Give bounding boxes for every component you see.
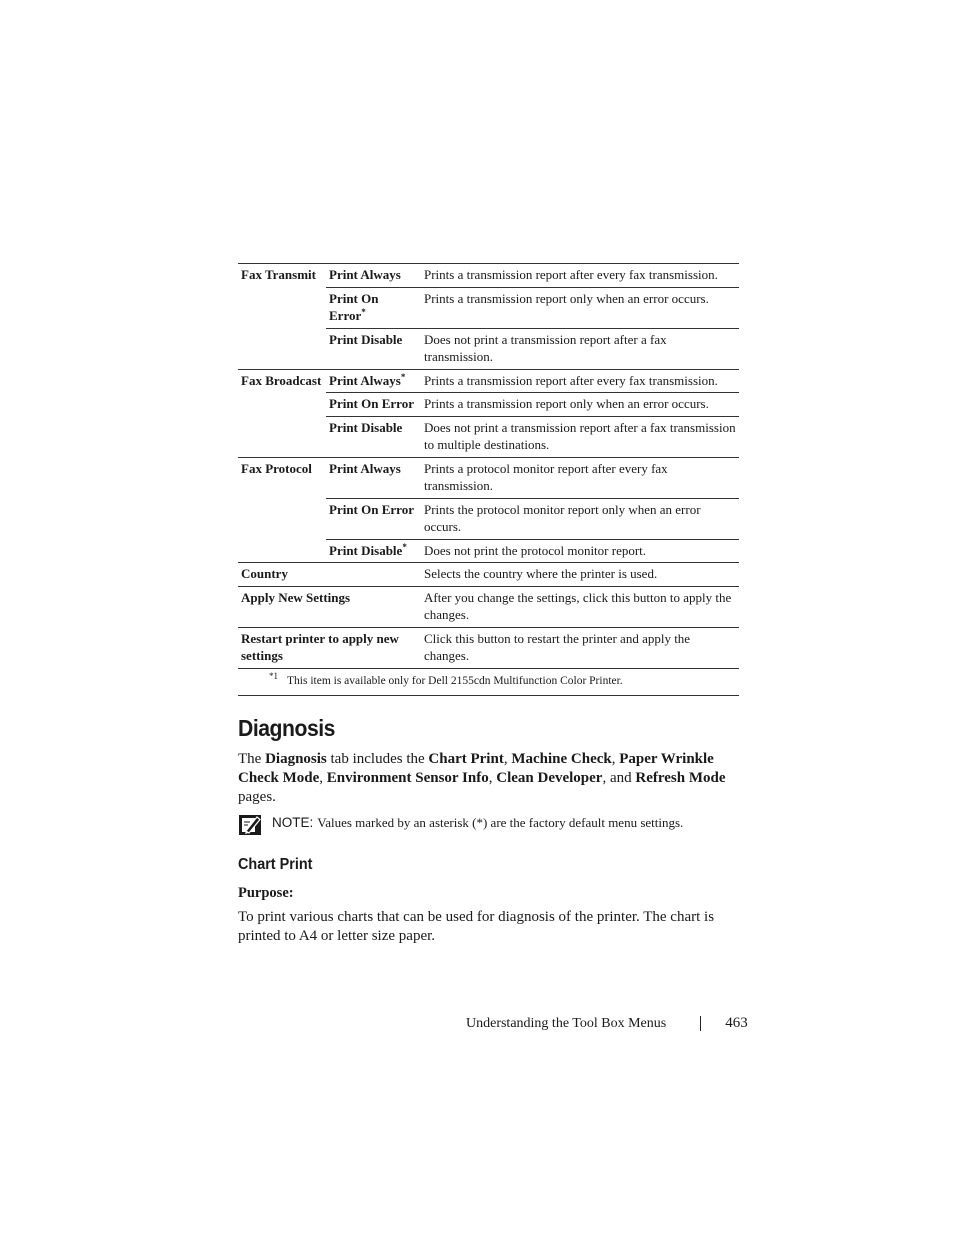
setting-label: Apply New Settings: [238, 586, 421, 627]
option-description: Prints a transmission report after every fax transmission.: [421, 264, 739, 288]
option-label: Print Always*: [326, 369, 421, 393]
option-description: Does not print the protocol monitor report.: [421, 539, 739, 563]
table-row: [238, 369, 739, 393]
settings-table: [238, 263, 739, 696]
table-row: [238, 563, 739, 587]
option-description: Prints a transmission report after every fax transmission.: [421, 369, 739, 393]
option-description: Does not print a transmission report after a fax transmission to multiple destinations.: [421, 416, 739, 457]
note-text: Values marked by an asterisk (*) are the factory default menu settings.: [317, 815, 684, 830]
note-pencil-icon: [238, 814, 262, 836]
table-footnote-row: [238, 668, 739, 696]
table-row: [238, 328, 739, 369]
option-description: Prints a transmission report only when an error occurs.: [421, 287, 739, 328]
option-description: Prints the protocol monitor report only when an error occurs.: [421, 498, 739, 539]
table-row: [238, 539, 739, 563]
table-row: [238, 457, 739, 498]
default-mark: *: [361, 307, 366, 317]
default-mark: *: [400, 371, 406, 382]
option-description: After you change the settings, click this button to apply the changes.: [421, 586, 739, 627]
default-mark: *: [402, 541, 407, 552]
footer-divider: [700, 1016, 701, 1031]
intro-paragraph: The Diagnosis tab includes the Chart Print, Machine Check, Paper Wrinkle Check Mode, Environment Sensor Info, Clean Developer, and Refresh Mode pages.: [238, 751, 726, 805]
table-row: [238, 264, 739, 288]
footnote-text: This item is available only for Dell 2155cdn Multifunction Color Printer.: [287, 674, 623, 687]
table-row: [238, 498, 739, 539]
note-block: [238, 814, 739, 836]
option-description: Prints a transmission report only when an error occurs.: [421, 393, 739, 417]
subsection-title: Chart Print: [238, 856, 313, 873]
setting-label: Restart printer to apply new settings: [238, 627, 421, 668]
option-label: Print Always: [326, 264, 421, 288]
purpose-paragraph: To print various charts that can be used for diagnosis of the printer. The chart is printed to A4 or letter size paper.: [238, 909, 715, 944]
option-description: Click this button to restart the printer and apply the changes.: [421, 627, 739, 668]
setting-label: Country: [238, 563, 421, 587]
section-title: Diagnosis: [238, 715, 335, 741]
option-label: Print On Error: [326, 393, 421, 417]
option-label: Print Disable*: [326, 539, 421, 563]
page-footer: [466, 1015, 748, 1032]
option-description: Prints a protocol monitor report after every fax transmission.: [421, 457, 739, 498]
table-row: [238, 627, 739, 668]
purpose-label: Purpose:: [238, 885, 294, 901]
table-row: [238, 586, 739, 627]
note-content: [272, 814, 683, 831]
group-label: Fax Transmit: [238, 264, 326, 288]
option-label: Print Always: [326, 457, 421, 498]
group-label: Fax Broadcast: [238, 369, 326, 393]
table-footnote: [238, 668, 739, 696]
option-label: Print On Error*: [326, 287, 421, 328]
note-label: NOTE:: [272, 815, 314, 830]
page-number: 463: [725, 1015, 748, 1031]
group-label: Fax Protocol: [238, 457, 326, 498]
page-content: [238, 263, 739, 946]
footer-chapter: Understanding the Tool Box Menus: [466, 1015, 667, 1031]
option-label: Print On Error: [326, 498, 421, 539]
option-description: Does not print a transmission report after a fax transmission.: [421, 328, 739, 369]
table-row: [238, 393, 739, 417]
option-label: Print Disable: [326, 328, 421, 369]
table-row: [238, 287, 739, 328]
option-label: Print Disable: [326, 416, 421, 457]
table-row: [238, 416, 739, 457]
footnote-mark: *1: [269, 670, 278, 681]
option-description: Selects the country where the printer is used.: [421, 563, 739, 587]
